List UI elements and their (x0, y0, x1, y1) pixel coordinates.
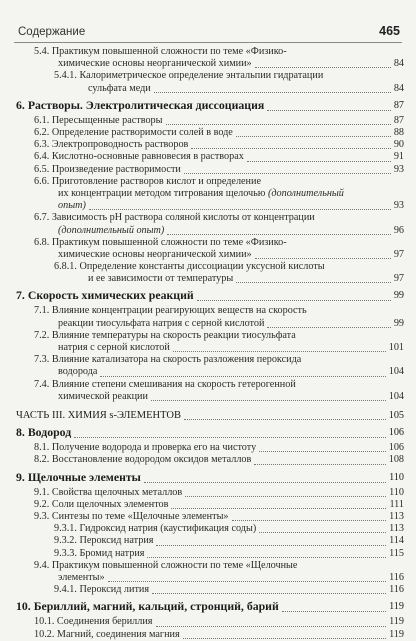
dot-leader (259, 451, 386, 452)
dot-leader (144, 482, 386, 483)
toc-entry (16, 115, 404, 127)
dot-leader (154, 92, 391, 93)
toc-entry-number: 9.3.2. (54, 535, 77, 547)
toc-entry-title: Восстановление водородом оксидов металлов (51, 454, 252, 466)
toc-entry-page: 87 (393, 99, 404, 111)
toc-entry-title: Магний, соединения магния (56, 628, 180, 640)
toc-entry-note: (дополнительный опыт) (58, 224, 165, 236)
header-title: Содержание (18, 26, 86, 38)
dot-leader (247, 161, 391, 162)
dot-leader (184, 419, 386, 420)
toc-entry-title: Пероксид натрия (79, 535, 154, 547)
dot-leader (255, 67, 391, 68)
dot-leader (267, 327, 390, 328)
toc-entry (16, 560, 404, 584)
toc-entry (16, 176, 404, 213)
toc-entry-number: 6.6. (34, 175, 50, 187)
toc-entry-number: 6. (16, 97, 25, 112)
toc-entry (16, 354, 404, 378)
toc-entry (16, 511, 404, 523)
toc-entry-title: Бериллий, магний, кальций, стронций, барий (33, 599, 279, 614)
toc-entry-page: 116 (389, 584, 404, 596)
toc-entry-title: Скорость химических реакций (27, 288, 194, 303)
toc-entry-page: 97 (393, 248, 404, 260)
toc-entry (16, 127, 404, 139)
dot-leader (255, 258, 391, 259)
toc-entry-page: 110 (389, 486, 404, 498)
toc-entry-number: 10. (16, 599, 31, 614)
toc-entry-number: 9. (16, 469, 25, 484)
toc-entry-page: 119 (389, 616, 404, 628)
toc-entry (16, 70, 404, 94)
toc-entry-number: 7.3. (34, 354, 50, 366)
toc-entry-title-cont: водорода (58, 366, 98, 378)
running-header (14, 24, 402, 43)
dot-leader (166, 124, 391, 125)
toc-entry-title-cont: натрия с серной кислотой (58, 342, 170, 354)
toc-entry-title: Произведение растворимости (51, 163, 181, 175)
toc-entry-page: 105 (388, 410, 404, 422)
dot-leader (151, 400, 386, 401)
toc-entry-title: Электропроводность растворов (51, 139, 189, 151)
toc-entry-number: 7. (16, 288, 25, 303)
dot-leader (197, 300, 391, 301)
toc-entry-number: 6.3. (34, 139, 50, 151)
toc-entry (16, 629, 404, 641)
toc-entry-title: Зависимость pH раствора соляной кислоты от концентрации (51, 212, 315, 224)
toc-entry-number: 6.8. (34, 236, 50, 248)
toc-entry-page: 111 (389, 498, 404, 510)
dot-leader (156, 545, 386, 546)
toc-entry-title: ЧАСТЬ III. ХИМИЯ s-ЭЛЕМЕНТОВ (16, 410, 181, 422)
toc-entry-page: 119 (389, 628, 404, 640)
toc-entry-page: 91 (393, 151, 404, 163)
toc-part (16, 410, 404, 422)
toc-entry-number: 8. (16, 425, 25, 440)
dot-leader (108, 581, 386, 582)
toc-entry-page: 106 (388, 427, 404, 439)
toc-entry-title: Растворы. Электролитическая диссоциация (27, 97, 265, 112)
dot-leader (282, 611, 386, 612)
toc-entry-note: (дополнительный (267, 187, 344, 199)
toc-entry-title: Практикум повышенной сложности по теме «Физико- (51, 46, 287, 57)
toc-entry-number: 9.4.1. (54, 584, 77, 596)
toc-entry-title: Бромид натрия (79, 547, 145, 559)
dot-leader (173, 351, 386, 352)
toc-entry (16, 212, 404, 236)
dot-leader (232, 520, 387, 521)
toc-entry-page: 110 (389, 471, 404, 483)
dot-leader (185, 496, 386, 497)
header-page-number: 465 (379, 24, 400, 38)
toc-entry-number: 5.4. (34, 46, 50, 57)
toc-entry-page: 84 (393, 82, 404, 94)
toc-entry-number: 9.3.3. (54, 547, 77, 559)
dot-leader (259, 532, 386, 533)
toc-entry-title: Практикум повышенной сложности по теме «Физико- (51, 236, 287, 248)
toc-entry-number: 7.2. (34, 329, 50, 341)
toc-entry (16, 487, 404, 499)
dot-leader (156, 626, 387, 627)
toc-entry-title: Определение константы диссоциации уксусной кислоты (79, 261, 325, 273)
toc-entry (16, 523, 404, 535)
toc-chapter (16, 471, 404, 485)
toc-entry-number: 7.4. (34, 378, 50, 390)
toc-entry-page: 108 (388, 454, 404, 466)
table-of-contents (16, 46, 404, 641)
toc-entry-page: 99 (393, 290, 404, 302)
toc-entry-page: 116 (389, 571, 404, 583)
toc-entry (16, 442, 404, 454)
toc-entry-title: Пересыщенные растворы (51, 114, 163, 126)
toc-entry-number: 7.1. (34, 305, 50, 317)
dot-leader (147, 557, 386, 558)
dot-leader (152, 593, 386, 594)
toc-entry-title: Гидроксид натрия (каустификация соды) (79, 523, 257, 535)
toc-entry (16, 616, 404, 628)
toc-entry-page: 88 (393, 126, 404, 138)
toc-entry-title: Влияние катализатора на скорость разложения пероксида (51, 354, 302, 366)
toc-entry-title: Соединения бериллия (56, 616, 153, 628)
toc-entry-page: 101 (388, 342, 404, 354)
dot-leader (74, 437, 386, 438)
toc-entry-number: 9.3. (34, 510, 50, 522)
toc-entry-page: 119 (389, 601, 404, 613)
toc-entry-page: 104 (388, 390, 404, 402)
toc-entry-number: 5.4.1. (54, 70, 77, 82)
toc-entry-number: 8.1. (34, 442, 50, 454)
toc-entry-page: 99 (393, 317, 404, 329)
toc-entry-title: Пероксид лития (79, 584, 150, 596)
toc-entry-page: 115 (389, 547, 404, 559)
toc-entry (16, 261, 404, 285)
toc-entry-title: Водород (27, 425, 72, 440)
toc-entry-number: 9.3.1. (54, 523, 77, 535)
toc-entry-number: 6.7. (34, 212, 50, 224)
toc-entry (16, 305, 404, 329)
toc-entry (16, 46, 404, 70)
dot-leader (184, 173, 391, 174)
dot-leader (167, 234, 391, 235)
toc-entry-title: Получение водорода и проверка его на чистоту (51, 442, 257, 454)
toc-entry (16, 535, 404, 547)
toc-entry-title-cont: химические основы неорганической химии» (58, 248, 252, 260)
toc-entry-title-cont: их концентрации методом титрования щелочью (58, 187, 266, 199)
toc-entry-title: Практикум повышенной сложности по теме «Щелочные (51, 559, 298, 571)
toc-entry-title-cont: химические основы неорганической химии» (58, 58, 252, 70)
toc-entry-number: 9.2. (34, 498, 50, 510)
toc-entry-number: 6.8.1. (54, 261, 77, 273)
toc-entry-page: 93 (393, 200, 404, 212)
toc-entry-title: Влияние температуры на скорость реакции тиосульфата (51, 329, 296, 341)
toc-entry-title-cont: реакции тиосульфата натрия с серной кислотой (58, 317, 265, 329)
toc-entry-page: 114 (389, 535, 404, 547)
toc-entry-number: 6.1. (34, 114, 50, 126)
toc-entry-note: опыт) (58, 200, 86, 212)
toc-entry-title: Щелочные элементы (27, 469, 141, 484)
toc-entry-title: Соли щелочных элементов (51, 498, 169, 510)
toc-entry (16, 548, 404, 560)
toc-entry-page: 84 (393, 58, 404, 70)
dot-leader (236, 136, 391, 137)
toc-entry-page: 93 (393, 163, 404, 175)
dot-leader (100, 376, 385, 377)
toc-entry (16, 584, 404, 596)
toc-entry-number: 9.1. (34, 486, 50, 498)
toc-entry-number: 8.2. (34, 454, 50, 466)
toc-entry (16, 139, 404, 151)
toc-entry-number: 6.5. (34, 163, 50, 175)
toc-entry-number: 10.1. (34, 616, 55, 628)
toc-entry-page: 90 (393, 139, 404, 151)
toc-entry-title: Определение растворимости солей в воде (51, 126, 233, 138)
toc-entry (16, 237, 404, 261)
toc-entry-page: 106 (388, 442, 404, 454)
dot-leader (254, 464, 385, 465)
toc-entry-title: Влияние степени смешивания на скорость гетерогенной (51, 378, 296, 390)
toc-entry-title-cont: химической реакции (58, 390, 148, 402)
toc-entry-page: 113 (389, 523, 404, 535)
toc-entry-page: 113 (389, 510, 404, 522)
toc-entry-title: Влияние концентрации реагирующих веществ на скорость (51, 305, 307, 317)
toc-entry-title: Калориметрическое определение энтальпии гидратации (79, 70, 324, 82)
toc-entry-page: 87 (393, 114, 404, 126)
toc-entry-title-cont: и ее зависимости от температуры (88, 273, 234, 285)
toc-entry-number: 10.2. (34, 628, 55, 640)
dot-leader (236, 282, 391, 283)
toc-entry-page: 96 (393, 224, 404, 236)
toc-entry (16, 164, 404, 176)
toc-chapter (16, 99, 404, 113)
dot-leader (183, 638, 386, 639)
toc-entry (16, 151, 404, 163)
dot-leader (171, 508, 386, 509)
dot-leader (191, 148, 390, 149)
toc-entry-title-cont: элементы» (58, 571, 105, 583)
toc-entry-title: Приготовление растворов кислот и определение (51, 175, 261, 187)
dot-leader (89, 209, 391, 210)
toc-entry-title: Кислотно-основные равновесия в растворах (51, 151, 244, 163)
toc-chapter (16, 426, 404, 440)
toc-entry-title: Синтезы по теме «Щелочные элементы» (51, 510, 229, 522)
dot-leader (267, 110, 391, 111)
toc-chapter (16, 289, 404, 303)
toc-entry (16, 330, 404, 354)
toc-entry-number: 9.4. (34, 559, 50, 571)
toc-entry-page: 104 (388, 366, 404, 378)
toc-entry-title-cont: сульфата меди (88, 82, 151, 94)
toc-entry-number: 6.2. (34, 126, 50, 138)
toc-entry (16, 379, 404, 403)
toc-entry-page: 97 (393, 273, 404, 285)
toc-entry (16, 499, 404, 511)
toc-entry-number: 6.4. (34, 151, 50, 163)
toc-chapter (16, 600, 404, 614)
toc-entry (16, 454, 404, 466)
toc-entry-title: Свойства щелочных металлов (51, 486, 183, 498)
